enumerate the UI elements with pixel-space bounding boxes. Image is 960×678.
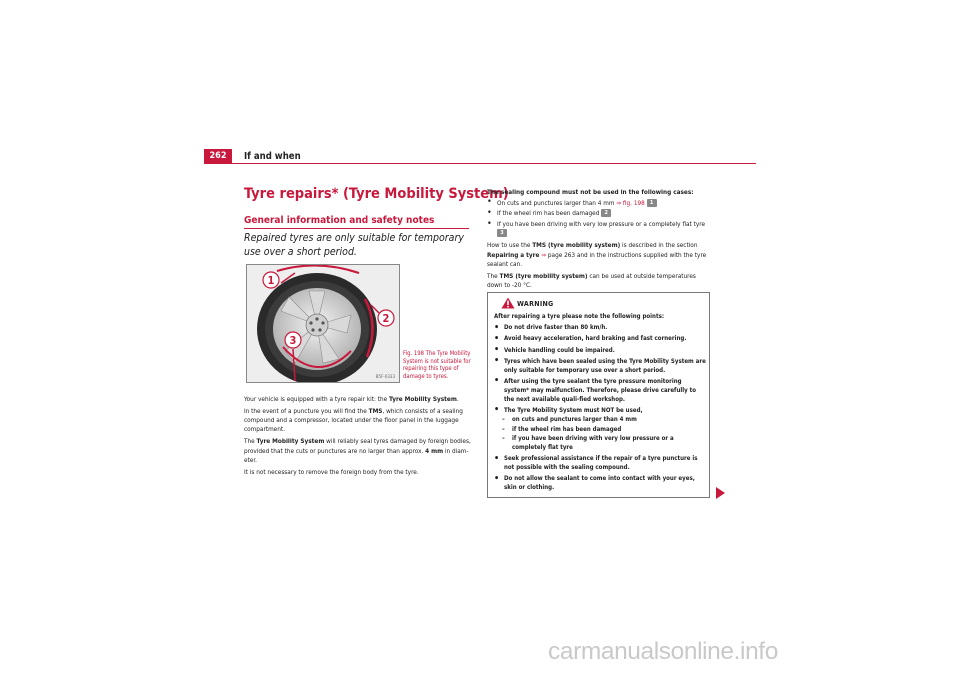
paragraph: How to use the TMS (tyre mobility system) is described in the section Repairing a tyre ⇒ page 263 and in the instructions supplied with the tyre sealant can. bbox=[487, 241, 707, 268]
reference-arrow-icon: ⇒ bbox=[616, 198, 622, 207]
continue-arrow-icon bbox=[716, 487, 725, 499]
warning-item: • Do not allow the sealant to come into contact with your eyes, skin or clothing. bbox=[494, 475, 708, 493]
list-item: • If you have been driving with very low pressure or a completely flat tyre 3 bbox=[487, 220, 713, 238]
warning-item: • The Tyre Mobility System must NOT be used, bbox=[494, 407, 708, 416]
watermark: carmanualsonline.info bbox=[548, 638, 778, 665]
warning-subitem: – on cuts and punctures larger than 4 mm bbox=[494, 416, 708, 425]
tyre-damage-figure bbox=[246, 264, 400, 383]
warning-subitem: – if you have been driving with very low pressure or a completely flat tyre bbox=[494, 435, 708, 453]
paragraph: In the event of a puncture you will find the TMS, which consists of a sealing compound and a compressor, located under the floor panel in the luggage compartment. bbox=[244, 407, 463, 434]
callout-badge: 1 bbox=[647, 199, 657, 207]
paragraph: The Tyre Mobility System will reliably seal tyres damaged by foreign bodies, provided that the cuts or punctures are no larger than approx. 4 mm in diam-eter. bbox=[244, 437, 471, 464]
callout-3: 3 bbox=[289, 334, 297, 347]
warning-item: • After using the tyre sealant the tyre pressure monitoring system* may malfunction. Therefore, please drive carefully to the next available quali-fied workshop. bbox=[494, 378, 708, 405]
chapter-title: If and when bbox=[244, 151, 301, 162]
warning-item: • Vehicle handling could be impaired. bbox=[494, 347, 708, 356]
list-item: • If the wheel rim has been damaged 2 bbox=[487, 209, 713, 218]
warning-triangle-icon bbox=[501, 297, 515, 309]
page-link[interactable]: ⇒ bbox=[539, 250, 547, 259]
figure-link[interactable]: fig. 198 bbox=[621, 198, 647, 207]
paragraph: It is not necessary to remove the foreign body from the tyre. bbox=[244, 467, 419, 476]
subsection-title: General information and safety notes bbox=[244, 215, 435, 226]
header-rule bbox=[204, 163, 756, 164]
figure-caption: Fig. 198 The Tyre Mobility System is not suitable for repairing this type of damage to tyres. bbox=[403, 351, 471, 380]
callout-1: 1 bbox=[267, 274, 275, 287]
image-code: B5F-0333 bbox=[375, 374, 395, 379]
warning-subitem: – if the wheel rim has been damaged bbox=[494, 426, 708, 435]
page-number: 262 bbox=[204, 149, 232, 164]
callout-2: 2 bbox=[382, 312, 390, 325]
warning-intro: After repairing a tyre please note the following points: bbox=[494, 313, 665, 320]
subsection-rule bbox=[244, 228, 469, 229]
list-item: • On cuts and punctures larger than 4 mm ⇒ fig. 198 1 bbox=[487, 199, 713, 208]
right-column bbox=[487, 188, 713, 293]
usage-heading: The sealing compound must not be used in the following cases: bbox=[487, 188, 694, 196]
section-title: Tyre repairs* (Tyre Mobility System) bbox=[244, 186, 509, 202]
warning-item: • Do not drive faster than 80 km/h. bbox=[494, 324, 708, 333]
warning-item: • Tyres which have been sealed using the Tyre Mobility System are only suitable for temporary use over a short period. bbox=[494, 358, 708, 376]
warning-box bbox=[487, 292, 710, 498]
wheel-illustration bbox=[247, 265, 399, 382]
callout-badge: 3 bbox=[497, 229, 507, 237]
warning-item: • Seek professional assistance if the repair of a tyre puncture is not possible with the sealing compound. bbox=[494, 455, 708, 473]
callout-badge: 2 bbox=[601, 209, 611, 217]
paragraph: The TMS (tyre mobility system) can be used at outside temperatures down to -20 °C. bbox=[487, 271, 696, 289]
warning-header bbox=[488, 295, 709, 311]
left-column bbox=[244, 395, 472, 480]
paragraph: Your vehicle is equipped with a tyre repair kit: the Tyre Mobility System. bbox=[244, 395, 459, 403]
warning-item: • Avoid heavy acceleration, hard braking and fast cornering. bbox=[494, 335, 708, 344]
warning-title: WARNING bbox=[517, 300, 554, 308]
intro-text: Repaired tyres are only suitable for temporary use over a short period. bbox=[244, 232, 464, 258]
warning-body bbox=[494, 313, 708, 495]
